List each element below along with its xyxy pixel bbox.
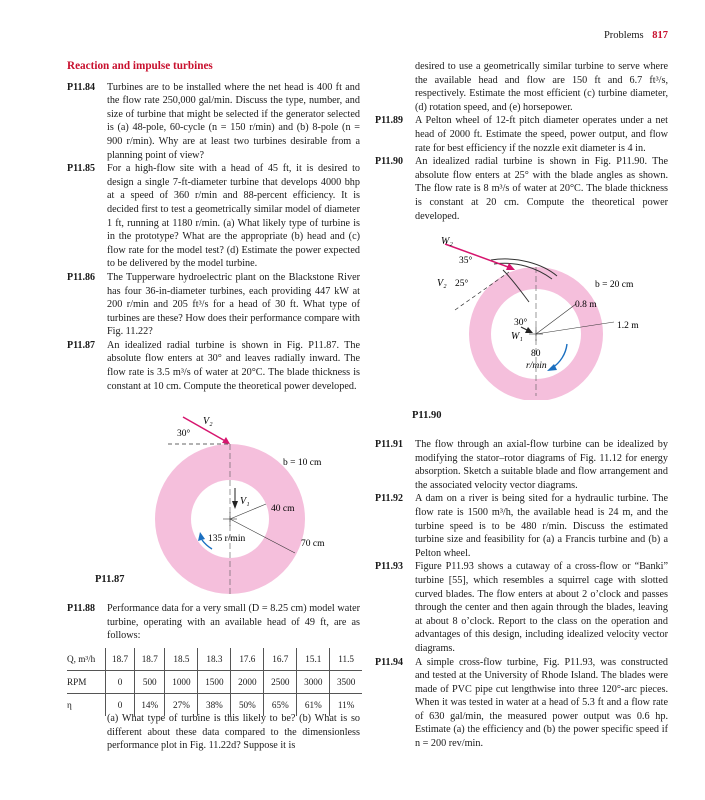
table-cell: 11% (337, 700, 355, 710)
problem-text: An idealized radial turbine is shown in Fig. P11.90. The absolute flow enters at 25° with the blade angles as shown. The flow rate is 8 m³/s of water at 20°C. The blade thickness is constant at 20 cm. Compute the theoretical power developed. (415, 156, 668, 222)
table-cell: 50% (231, 694, 264, 717)
problem-p11-89 (375, 114, 668, 155)
inner-radius-label: 0.8 m (575, 300, 597, 310)
table-cell: 18.7 (106, 648, 135, 671)
problem-text: Performance data for a very small (D = 8.25 cm) model water turbine, operating with an available head of 49 ft, are as follows: (107, 603, 360, 642)
right-column-top (375, 60, 668, 223)
section-title: Reaction and impulse turbines (67, 60, 213, 72)
table-cell: 18.7 (135, 648, 165, 671)
problem-number: P11.86 (67, 271, 96, 283)
table-cell: 1000 (165, 671, 198, 694)
problem-p11-84 (67, 81, 360, 163)
w1-label: W₁ (511, 331, 523, 342)
problem-number: P11.89 (375, 115, 404, 127)
table-cell: 15.1 (297, 648, 330, 671)
table-cell: 16.7 (264, 648, 297, 671)
problem-text: A simple cross-flow turbine, Fig. P11.93, was constructed and tested at the University of Rhode Island. The blades were made of PVC pipe cut lengthwise into three 120°-arc pieces. When it was tested in water at a head of 5.3 ft and a flow rate of 630 gal/min, the measured power output was 0.6 hp. Estimate (a) the efficiency and (b) the power specific speed if n = 200 rev/min. (415, 656, 668, 750)
angle-label: 30° (177, 429, 191, 439)
width-label: b = 20 cm (595, 280, 634, 290)
header-title: Problems (603, 30, 644, 41)
speed-value: 80 (531, 349, 541, 359)
table-cell: 18.3 (198, 648, 231, 671)
row-label: η (67, 694, 106, 717)
problem-p11-93 (375, 560, 668, 655)
problem-number: P11.94 (375, 656, 404, 668)
figure-p11-87 (150, 412, 365, 597)
problem-p11-92 (375, 492, 668, 560)
table-row (67, 671, 362, 694)
problem-p11-88 (67, 602, 360, 643)
table-cell: 1500 (198, 671, 231, 694)
problem-p11-86 (67, 271, 360, 339)
problem-number: P11.92 (375, 493, 404, 505)
table-row (67, 648, 362, 671)
figure-label-p11-87: P11.87 (95, 574, 125, 585)
problem-p11-87 (67, 339, 360, 393)
w2-inlet-arrow (445, 244, 511, 268)
table-cell: 14% (135, 694, 165, 717)
problem-text: A dam on a river is being sited for a hydraulic turbine. The flow rate is 1500 m³/h, the available head is 24 m, and the turbine speed is to be 480 r/min. Discuss the estimated turbine size and feasibility for (a) a Francis turbine and (b) a Pelton wheel. (415, 493, 668, 559)
angle-35-label: 35° (459, 256, 473, 266)
table-cell: 3500 (330, 671, 362, 694)
v1-label: V₁ (240, 496, 250, 507)
problem-p11-94 (375, 656, 668, 751)
problem-p11-88-continued: (a) What type of turbine is this likely to be? (b) What is so different about these data compared to the dimensionless performance plot in Fig. 11.22d? Suppose it is (107, 713, 360, 752)
table-cell: 2000 (231, 671, 264, 694)
figure-p11-90 (425, 228, 675, 400)
table-cell: 2500 (264, 671, 297, 694)
problem-text: For a high-flow site with a head of 45 ft, it is desired to design a single 7-ft-diameter turbine that develops 4000 bhp at a speed of 360 r/min and 88-percent efficiency. It is decided first to test a geometrically similar model of diameter 1 ft, running at 1180 r/min. (a) What likely type of turbine is in the prototype? What are the appropriate (b) head and (c) flow rate for the model test? (d) Estimate the power expected to be delivered by the model turbine. (107, 163, 360, 270)
problem-text: An idealized radial turbine is shown in Fig. P11.87. The absolute flow enters at 30° and leaves radially inward. The flow rate is 3.5 m³/s of water at 20°C. The blade thickness is constant at 10 cm. Compute the theoretical power developed. (107, 339, 360, 392)
problem-number: P11.84 (67, 81, 96, 93)
turbine-diagram-90 (425, 228, 675, 400)
problem-number: P11.93 (375, 561, 404, 573)
angle-25-label: 25° (455, 279, 469, 289)
v2-label: V₂ (437, 278, 447, 289)
speed-label: 135 r/min (208, 534, 246, 544)
problem-text: The Tupperware hydroelectric plant on the Blackstone River has four 36-in-diameter turbines, each providing 447 kW at 200 r/min and 205 ft³/s for a head of 30 ft. What type of turbines are these? How does their performance compare with Fig. 11.22? (107, 271, 360, 338)
angle-30-label: 30° (514, 318, 528, 328)
table-cell: 17.6 (231, 648, 264, 671)
problem-p11-90 (375, 155, 668, 223)
figure-label-p11-90: P11.90 (412, 410, 442, 421)
table-cell: 0 (106, 694, 135, 717)
problem-text: The flow through an axial-flow turbine can be idealized by modifying the stator–rotor diagrams of Fig. 11.12 for energy absorption. Sketch a suitable blade and flow arrangement and the associated velocity vector diagrams. (415, 439, 668, 491)
table-cell: 3000 (297, 671, 330, 694)
table-cell: 18.5 (165, 648, 198, 671)
width-label: b = 10 cm (283, 458, 322, 468)
table-cell: 38% (198, 694, 231, 717)
table-cell: 61% (297, 694, 330, 717)
problem-number: P11.85 (67, 163, 96, 175)
performance-table (67, 648, 362, 716)
w2-label: W₂ (441, 236, 453, 247)
page-number: 817 (652, 30, 668, 41)
problem-p11-85 (67, 162, 360, 271)
v2-label: V₂ (203, 416, 213, 427)
table-cell: 11.5 (330, 648, 362, 671)
running-header (604, 30, 668, 41)
problem-p11-91 (375, 438, 668, 492)
left-column (67, 60, 360, 393)
speed-unit: r/min (526, 361, 547, 371)
problem-text: Turbines are to be installed where the net head is 400 ft and the flow rate 250,000 gal/min. Discuss the type, number, and size of turbine that might be selected if the generator selected is (a) 48-pole, 60-cycle (n = 150 r/min) and (b) 8-pole (n = 900 r/min). Why are at least two turbines desirable from a planning point of view? (107, 81, 360, 161)
row-label: RPM (67, 671, 106, 694)
problem-number: P11.87 (67, 339, 96, 351)
table-cell: 500 (135, 671, 165, 694)
table-cell: 27% (165, 694, 198, 717)
row-label: Q, m³/h (67, 648, 106, 671)
inner-radius-label: 40 cm (271, 504, 295, 514)
outer-radius-label: 70 cm (301, 539, 325, 549)
turbine-diagram-87 (150, 412, 365, 597)
problem-number: P11.91 (375, 439, 404, 450)
problem-text: A Pelton wheel of 12-ft pitch diameter operates under a net head of 2000 ft. Estimate the speed, power output, and flow rate for best efficiency if the nozzle exit diameter is 4 in. (415, 115, 668, 154)
right-column-bottom (375, 438, 668, 751)
table-cell: 65% (264, 694, 297, 717)
problem-text: Figure P11.93 shows a cutaway of a cross-flow or “Banki” turbine [55], which resembles a squirrel cage with slotted curved blades. The flow enters at about 2 o’clock and passes through the center and then again through the blades, leaving at about 8 o’clock. Report to the class on the operation and advantages of this design, including idealized velocity vector diagrams. (415, 561, 668, 654)
problem-number: P11.88 (67, 603, 96, 614)
problem-number: P11.90 (375, 156, 404, 168)
table-cell: 0 (106, 671, 135, 694)
continued-text: desired to use a geometrically similar turbine to serve where the available head and flow are 150 ft and 6.7 ft³/s, respectively. Estimate the most efficient (c) turbine diameter, (d) rotation speed, and (e) horsepower. (415, 61, 668, 113)
outer-radius-label: 1.2 m (617, 321, 639, 331)
